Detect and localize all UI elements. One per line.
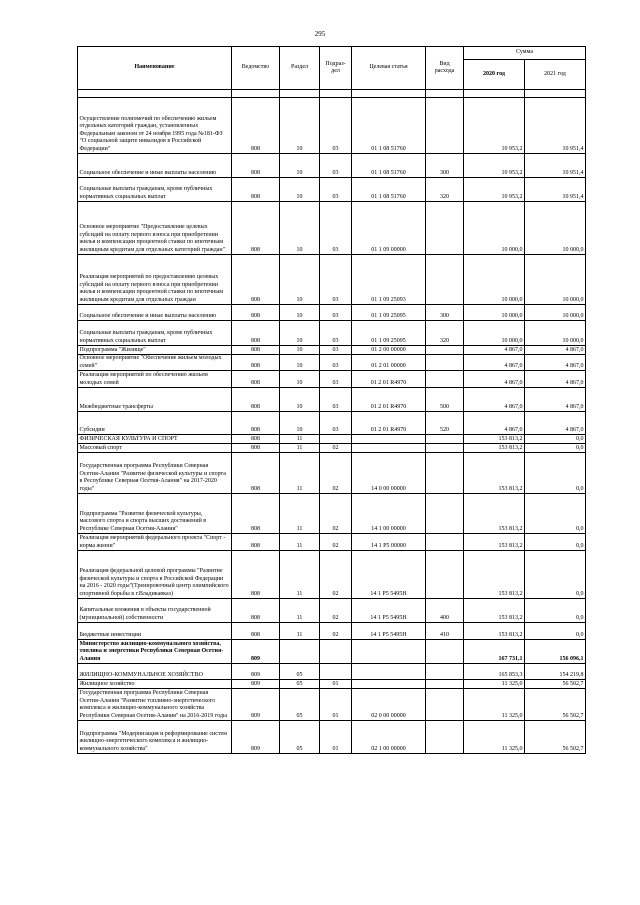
table-row [78,355,586,371]
table-row [78,412,586,435]
cell-expense-type: 410 [426,623,464,640]
table-row [78,321,586,346]
cell-name: Социальное обеспечение и иные выплаты населению [78,305,232,321]
cell-value-2021: 0,0 [525,453,586,494]
cell-target [352,640,426,664]
cell-subsection [320,435,352,444]
cell-target: 14 0 00 00000 [352,453,426,494]
cell-name: Жилищное хозяйство [78,680,232,689]
cell-subsection: 02 [320,551,352,599]
cell-value-2021: 10 000,0 [525,305,586,321]
cell-section [280,640,320,664]
cell-target: 01 2 01 R4970 [352,388,426,412]
cell-value-2020: 10 000,0 [464,321,525,346]
table-row [78,178,586,202]
header-year-2020: 2020 год [464,60,525,90]
cell-name: ЖИЛИЩНО-КОММУНАЛЬНОЕ ХОЗЯЙСТВО [78,664,232,680]
cell-section: 10 [280,412,320,435]
cell-dept: 809 [232,640,280,664]
cell-expense-type [426,453,464,494]
cell-target: 14 1 P5 00000 [352,534,426,551]
page-number: 295 [314,30,326,38]
cell-expense-type [426,355,464,371]
cell-value-2020: 10 953,2 [464,154,525,178]
cell-expense-type: 400 [426,599,464,623]
cell-dept: 809 [232,680,280,689]
cell-dept: 808 [232,435,280,444]
cell-subsection: 02 [320,534,352,551]
cell-value-2021: 4 867,0 [525,412,586,435]
cell-target: 01 1 09 25095 [352,305,426,321]
cell-expense-type [426,680,464,689]
cell-value-2020: 4 867,0 [464,388,525,412]
cell-name: Капитальные вложения в объекты государственной (муниципальной) собственности [78,599,232,623]
cell-value-2021: 0,0 [525,444,586,453]
cell-subsection [320,664,352,680]
cell-section: 10 [280,98,320,154]
cell-value-2021: 4 867,0 [525,346,586,355]
cell-section: 10 [280,388,320,412]
cell-name: Социальное обеспечение и иные выплаты населению [78,154,232,178]
cell-section: 10 [280,371,320,388]
cell-dept: 808 [232,534,280,551]
table-row [78,640,586,664]
table-row [78,534,586,551]
cell-value-2020: 153 813,2 [464,599,525,623]
cell-section: 10 [280,154,320,178]
table-row [78,255,586,305]
cell-subsection: 03 [320,178,352,202]
cell-subsection: 01 [320,689,352,721]
cell-name: Субсидии [78,412,232,435]
cell-value-2020: 10 000,0 [464,202,525,255]
table-row [78,444,586,453]
cell-section: 10 [280,255,320,305]
table-row [78,305,586,321]
cell-value-2020: 153 813,2 [464,551,525,599]
cell-value-2020: 10 953,2 [464,178,525,202]
cell-dept: 808 [232,154,280,178]
cell-value-2021: 10 951,4 [525,154,586,178]
cell-section: 11 [280,494,320,534]
cell-dept: 809 [232,721,280,754]
cell-target: 01 1 08 51760 [352,98,426,154]
cell-section: 10 [280,202,320,255]
cell-value-2020: 11 325,0 [464,680,525,689]
cell-subsection: 03 [320,371,352,388]
cell-dept: 808 [232,255,280,305]
header-dept: Ведомство [232,47,280,90]
table-row [78,689,586,721]
cell-section: 11 [280,599,320,623]
table-row [78,623,586,640]
cell-dept: 808 [232,178,280,202]
cell-target: 01 2 01 R4970 [352,412,426,435]
cell-target: 01 2 01 00000 [352,355,426,371]
cell-value-2020: 10 953,2 [464,98,525,154]
cell-expense-type [426,98,464,154]
cell-subsection: 03 [320,321,352,346]
header-subsection: Подраз- дел [320,47,352,90]
cell-value-2021: 56 502,7 [525,689,586,721]
cell-subsection [320,640,352,664]
table-row [78,599,586,623]
cell-expense-type [426,371,464,388]
cell-subsection: 02 [320,623,352,640]
cell-dept: 808 [232,494,280,534]
cell-dept: 808 [232,355,280,371]
cell-name: Государственная программа Республики Северная Осетия-Алания "Развитие физической культуры и спорта в Республике Северная Осетия-Алания" на 2017-2020 годы" [78,453,232,494]
cell-name: Социальные выплаты гражданам, кроме публичных нормативных социальных выплат [78,178,232,202]
table-row [78,453,586,494]
cell-section: 11 [280,453,320,494]
cell-expense-type [426,664,464,680]
cell-value-2020: 10 000,0 [464,305,525,321]
cell-name: Основное мероприятие "Предоставление целевых субсидий на оплату первого взноса при приобретении жилья и компенсации процентной ставки по ипотечным жилищным кредитам для отдельных категорий граждан" [78,202,232,255]
cell-section: 11 [280,444,320,453]
cell-name: Подпрограмма "Развитие физической культуры, массового спорта и спорта высших достижений в Республике Северная Осетия-Алания" [78,494,232,534]
header-name: Наименование [78,47,232,90]
cell-value-2020: 165 853,3 [464,664,525,680]
table-row [78,371,586,388]
cell-value-2021: 10 000,0 [525,321,586,346]
cell-expense-type [426,346,464,355]
cell-expense-type: 300 [426,305,464,321]
cell-expense-type [426,444,464,453]
cell-subsection: 03 [320,305,352,321]
header-section: Раздел [280,47,320,90]
cell-value-2021: 156 096,1 [525,640,586,664]
cell-expense-type [426,640,464,664]
cell-subsection: 03 [320,388,352,412]
cell-value-2021: 56 502,7 [525,680,586,689]
cell-target: 14 1 00 00000 [352,494,426,534]
table-row [78,494,586,534]
cell-value-2021: 56 502,7 [525,721,586,754]
cell-subsection: 03 [320,255,352,305]
table-row [78,388,586,412]
cell-value-2021: 10 000,0 [525,202,586,255]
cell-value-2020: 153 813,2 [464,453,525,494]
cell-expense-type [426,551,464,599]
cell-target: 01 1 08 51760 [352,154,426,178]
cell-expense-type [426,689,464,721]
cell-dept: 808 [232,453,280,494]
cell-value-2020: 4 867,0 [464,355,525,371]
cell-target [352,435,426,444]
cell-value-2021: 4 867,0 [525,355,586,371]
cell-value-2020: 11 325,0 [464,721,525,754]
cell-value-2020: 153 813,2 [464,534,525,551]
cell-subsection: 02 [320,444,352,453]
cell-target [352,680,426,689]
cell-section: 05 [280,689,320,721]
cell-expense-type [426,721,464,754]
cell-value-2020: 153 813,2 [464,444,525,453]
cell-section: 10 [280,346,320,355]
cell-value-2020: 4 867,0 [464,371,525,388]
cell-subsection: 03 [320,412,352,435]
cell-name: Основное мероприятие "Обеспечение жильем молодых семей" [78,355,232,371]
cell-name: Подпрограмма "Жилище" [78,346,232,355]
cell-subsection: 03 [320,98,352,154]
cell-dept: 808 [232,388,280,412]
cell-dept: 808 [232,371,280,388]
cell-subsection: 01 [320,680,352,689]
cell-dept: 808 [232,305,280,321]
cell-value-2021: 10 000,0 [525,255,586,305]
cell-name: Государственная программа Республики Северная Осетия-Алания "Развитие топливно-энергетического комплекса и жилищно-коммунального хозяйства Республики Северная Осетия-Алания" на 2016-2019 годы [78,689,232,721]
cell-target: 14 1 P5 5495Н [352,599,426,623]
cell-subsection: 01 [320,721,352,754]
cell-name: Межбюджетные трансферты [78,388,232,412]
cell-value-2020: 10 000,0 [464,255,525,305]
cell-expense-type: 320 [426,321,464,346]
cell-subsection: 02 [320,599,352,623]
cell-value-2020: 153 813,2 [464,435,525,444]
cell-dept: 808 [232,551,280,599]
cell-value-2021: 0,0 [525,623,586,640]
cell-target: 02 1 00 00000 [352,721,426,754]
table-row [78,680,586,689]
cell-value-2020: 153 813,2 [464,494,525,534]
cell-target: 02 0 00 00000 [352,689,426,721]
cell-dept: 808 [232,444,280,453]
cell-value-2021: 0,0 [525,599,586,623]
cell-name: Реализация мероприятий по обеспечению жильем молодых семей [78,371,232,388]
cell-subsection: 03 [320,202,352,255]
cell-expense-type: 300 [426,154,464,178]
cell-expense-type: 320 [426,178,464,202]
cell-expense-type [426,202,464,255]
header-year-2021: 2021 год [525,60,586,90]
cell-value-2021: 4 867,0 [525,371,586,388]
cell-dept: 808 [232,321,280,346]
cell-section: 05 [280,664,320,680]
cell-target: 01 1 08 51760 [352,178,426,202]
table-body [78,98,586,754]
cell-target [352,664,426,680]
cell-dept: 808 [232,202,280,255]
cell-name: Социальные выплаты гражданам, кроме публичных нормативных социальных выплат [78,321,232,346]
cell-section: 10 [280,305,320,321]
cell-subsection: 02 [320,494,352,534]
cell-name: Реализация мероприятий по предоставлению целевых субсидий на оплату первого взноса при приобретении жилья и компенсации процентной ставки по ипотечным жилищным кредитам для отдельных граждан [78,255,232,305]
cell-value-2021: 0,0 [525,435,586,444]
cell-dept: 808 [232,98,280,154]
cell-name: Бюджетные инвестиции [78,623,232,640]
cell-expense-type: 520 [426,412,464,435]
cell-subsection: 03 [320,355,352,371]
cell-value-2020: 4 867,0 [464,412,525,435]
cell-section: 11 [280,551,320,599]
cell-target: 01 1 09 25093 [352,255,426,305]
cell-value-2021: 154 219,8 [525,664,586,680]
table-row [78,346,586,355]
cell-value-2021: 10 951,4 [525,98,586,154]
cell-value-2020: 153 813,2 [464,623,525,640]
cell-section: 05 [280,680,320,689]
cell-section: 05 [280,721,320,754]
cell-value-2021: 10 951,4 [525,178,586,202]
cell-value-2021: 0,0 [525,551,586,599]
cell-target: 14 1 P5 5495Н [352,623,426,640]
table-row [78,154,586,178]
table-row [78,202,586,255]
table-row [78,721,586,754]
cell-subsection: 03 [320,154,352,178]
cell-section: 10 [280,178,320,202]
cell-dept: 808 [232,412,280,435]
table-header [78,47,586,98]
cell-section: 11 [280,623,320,640]
table-row [78,664,586,680]
cell-dept: 808 [232,599,280,623]
cell-dept: 808 [232,346,280,355]
cell-subsection: 03 [320,346,352,355]
budget-table [77,46,586,754]
cell-target: 01 1 09 25095 [352,321,426,346]
cell-target: 01 1 09 00000 [352,202,426,255]
cell-expense-type [426,435,464,444]
table-row [78,98,586,154]
cell-value-2021: 0,0 [525,494,586,534]
table-row [78,551,586,599]
cell-dept: 809 [232,689,280,721]
cell-target [352,444,426,453]
cell-value-2020: 11 325,0 [464,689,525,721]
cell-dept: 808 [232,623,280,640]
cell-section: 10 [280,355,320,371]
cell-value-2021: 4 867,0 [525,388,586,412]
cell-name: Реализация мероприятий федерального проекта "Спорт - норма жизни" [78,534,232,551]
cell-expense-type [426,534,464,551]
cell-expense-type [426,494,464,534]
cell-expense-type [426,255,464,305]
cell-subsection: 02 [320,453,352,494]
cell-name: Осуществление полномочий по обеспечению жильем отдельных категорий граждан, установленных Федеральным законом от 24 ноября 1995 года №181-ФЗ "О социальной защите инвалидов в Российской Федерации" [78,98,232,154]
header-sum: Сумма [464,47,586,60]
cell-value-2020: 4 867,0 [464,346,525,355]
cell-value-2021: 0,0 [525,534,586,551]
cell-name: Министерство жилищно-коммунального хозяйства, топлива и энергетики Республики Северная Осетия-Алания [78,640,232,664]
table-row [78,435,586,444]
cell-expense-type: 500 [426,388,464,412]
cell-name: Массовый спорт [78,444,232,453]
cell-target: 14 1 P5 5495Н [352,551,426,599]
cell-target: 01 2 01 R4970 [352,371,426,388]
cell-value-2020: 167 731,1 [464,640,525,664]
cell-dept: 809 [232,664,280,680]
cell-section: 11 [280,534,320,551]
cell-name: ФИЗИЧЕСКАЯ КУЛЬТУРА И СПОРТ [78,435,232,444]
header-target: Целевая статья [352,47,426,90]
cell-section: 10 [280,321,320,346]
cell-name: Реализация федеральной целевой программы "Развитие физической культуры и спорта в Российской Федерации на 2016 - 2020 годы"(Тренировочный центр олимпийского спортивной борьбы в г.Владикавказ) [78,551,232,599]
cell-name: Подпрограмма "Модернизация и реформирование систем жилищно-энергетического комплекса и жилищно-коммунального хозяйства" [78,721,232,754]
cell-section: 11 [280,435,320,444]
cell-target: 01 2 00 00000 [352,346,426,355]
header-expense-type: Вид расхода [426,47,464,90]
